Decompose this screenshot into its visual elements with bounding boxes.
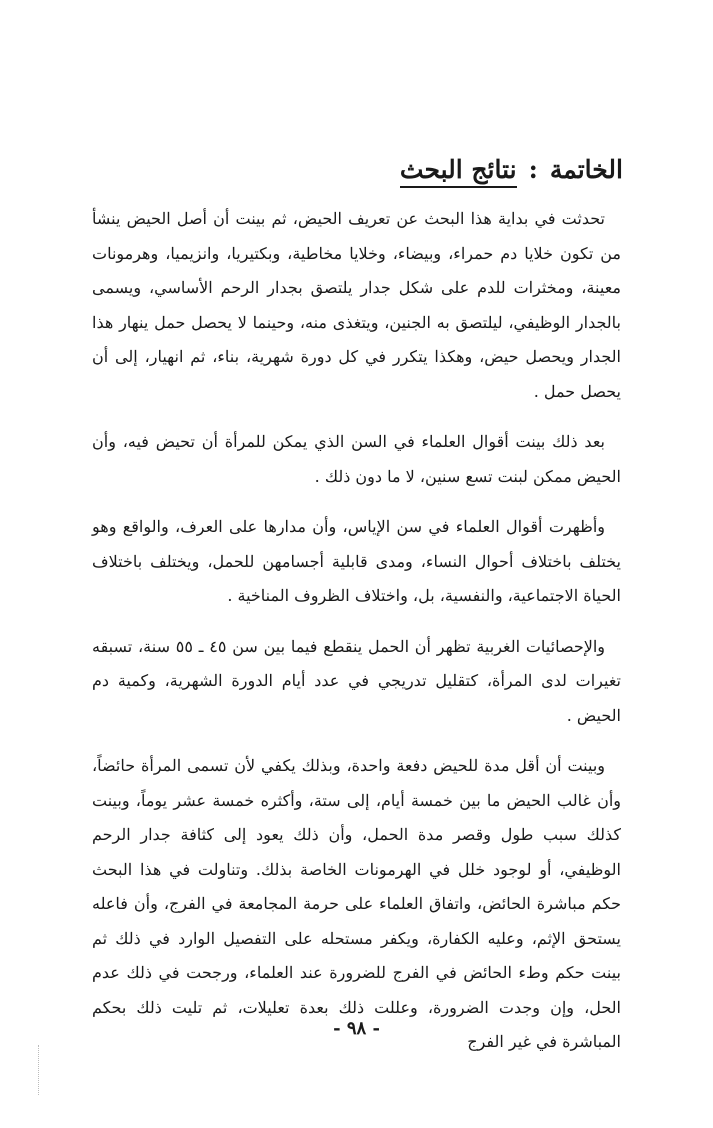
- page-number: - ٩٨ -: [333, 1018, 380, 1039]
- section-heading: [90, 150, 623, 190]
- paragraph: والإحصائيات الغربية تظهر أن الحمل ينقطع فيما بين سن ٤٥ ـ ٥٥ سنة، تسبقه تغيرات لدى المرأة، كتقليل تدريجي في عدد أيام الدورة الشهرية، وكمية دم الحيض .: [92, 636, 621, 725]
- scan-margin-mark: [38, 1045, 40, 1095]
- body-text: [92, 202, 621, 1060]
- paragraph: وأظهرت أقوال العلماء في سن الإياس، وأن مدارها على العرف، والواقع وهو يختلف باختلاف أحوال النساء، ومدى قابلية أجسامهن للحمل، ويختلف باختلاف الحياة الاجتماعية، والنفسية، بل، واختلاف الظروف المناخية .: [92, 517, 621, 605]
- heading-label: الخاتمة: [549, 155, 623, 184]
- heading-subject: نتائج البحث: [400, 155, 517, 188]
- heading-separator: :: [528, 155, 538, 184]
- paragraph: وبينت أن أقل مدة للحيض دفعة واحدة، وبذلك يكفي لأن تسمى المرأة حائضاً، وأن غالب الحيض ما بين خمسة أيام، إلى ستة، وأكثره خمسة عشر يوماً، وبينت كذلك سبب طول وقصر مدة الحمل، وأن ذلك يعود إلى كثافة جدار الرحم الوظيفي، أو لوجود خلل في الهرمونات الخاصة بذلك. وتناولت في هذا البحث حكم مباشرة الحائض، واتفاق العلماء على حرمة المجامعة في الفرج، وأن فاعله يستحق الإثم، وعليه الكفارة، ويكفر مستحله على التفصيل الوارد في ذلك ثم بينت حكم وطء الحائض في الفرج للضرورة عند العلماء، ورجحت في ذلك عدم الحل، وإن وجدت الضرورة، وعللت ذلك بعدة تعليلات، ثم تليت ذلك بحكم المباشرة في غير الفرج: [92, 756, 621, 1051]
- paragraph: تحدثت في بداية هذا البحث عن تعريف الحيض، ثم بينت أن أصل الحيض ينشأ من تكون خلايا دم حمراء، وبيضاء، وخلايا مخاطية، وبكتيريا، وانزيميا، وهرمونات معينة، ومخثرات للدم على شكل جدار يلتصق بجدار الرحم الأساسي، ويسمى بالجدار الوظيفي، ليلتصق به الجنين، ويتغذى منه، وحينما لا يحصل حمل ينهار هذا الجدار ويحصل حيض، وهكذا يتكرر في كل دورة شهرية، بناء، ثم انهيار، إلى أن يحصل حمل .: [92, 209, 622, 401]
- paragraph: بعد ذلك بينت أقوال العلماء في السن الذي يمكن للمرأة أن تحيض فيه، وأن الحيض ممكن لبنت تسع سنين، لا ما دون ذلك .: [92, 432, 621, 486]
